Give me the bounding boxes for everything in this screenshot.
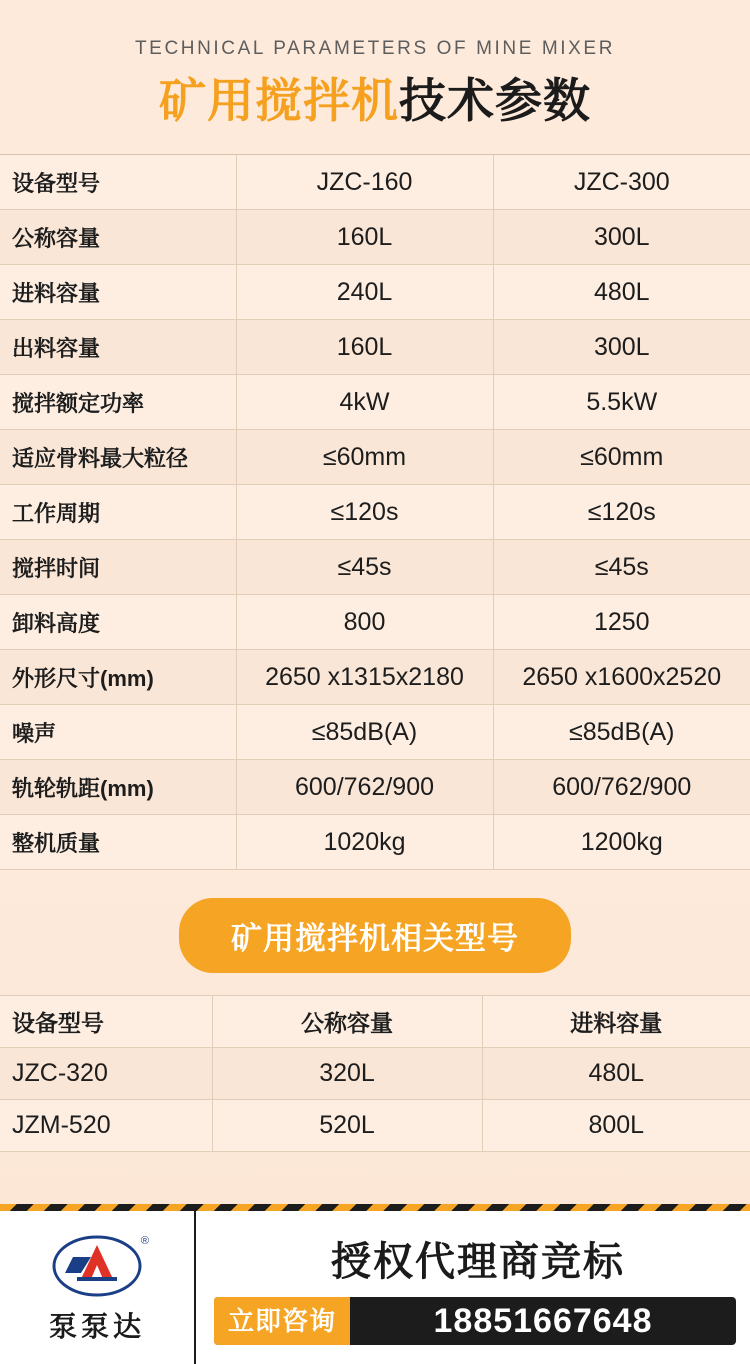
page-header — [0, 0, 750, 128]
table-row — [0, 155, 750, 210]
column-header-nominal-capacity: 公称容量 — [212, 996, 482, 1048]
spec-value-col2: ≤60mm — [493, 430, 750, 485]
spec-value-col2: ≤45s — [493, 540, 750, 595]
table-row — [0, 320, 750, 375]
footer-headline: 授权代理商竞标 — [331, 1240, 625, 1284]
table-row — [0, 815, 750, 870]
column-header-feed-capacity: 进料容量 — [482, 996, 750, 1048]
page-title — [0, 74, 750, 128]
spec-label: 适应骨料最大粒径 — [0, 430, 236, 485]
spec-value-col2: 300L — [493, 320, 750, 375]
spec-value-col2: 2650 x1600x2520 — [493, 650, 750, 705]
cell-feed-capacity: 480L — [482, 1048, 750, 1100]
related-models-table — [0, 995, 750, 1152]
contact-bar[interactable] — [214, 1297, 736, 1345]
spec-value-col2: 480L — [493, 265, 750, 320]
spec-value-col1: ≤45s — [236, 540, 493, 595]
spec-label: 进料容量 — [0, 265, 236, 320]
spec-value-col2: JZC-300 — [493, 155, 750, 210]
spec-label: 整机质量 — [0, 815, 236, 870]
spec-value-col1: 600/762/900 — [236, 760, 493, 815]
spec-label: 搅拌额定功率 — [0, 375, 236, 430]
column-header-model: 设备型号 — [0, 996, 212, 1048]
spec-value-col2: ≤120s — [493, 485, 750, 540]
footer-content — [196, 1211, 750, 1364]
footer-banner — [0, 1204, 750, 1364]
spec-label: 公称容量 — [0, 210, 236, 265]
table-row — [0, 650, 750, 705]
cell-feed-capacity: 800L — [482, 1100, 750, 1152]
spec-value-col1: 4kW — [236, 375, 493, 430]
spec-table — [0, 154, 750, 870]
spec-value-col1: ≤60mm — [236, 430, 493, 485]
header-subtitle-english: TECHNICAL PARAMETERS OF MINE MIXER — [134, 38, 616, 59]
consult-now-button[interactable]: 立即咨询 — [214, 1297, 350, 1345]
page-title-dark: 技术参数 — [399, 74, 591, 127]
spec-value-col1: JZC-160 — [236, 155, 493, 210]
table-row — [0, 595, 750, 650]
spec-label: 卸料高度 — [0, 595, 236, 650]
spec-value-col1: ≤85dB(A) — [236, 705, 493, 760]
cell-nominal-capacity: 520L — [212, 1100, 482, 1152]
spec-label: 噪声 — [0, 705, 236, 760]
spec-value-col2: 5.5kW — [493, 375, 750, 430]
spec-value-col1: 160L — [236, 320, 493, 375]
spec-value-col2: 1250 — [493, 595, 750, 650]
registered-trademark-icon: ® — [140, 1234, 149, 1247]
spec-value-col2: 1200kg — [493, 815, 750, 870]
table-row — [0, 760, 750, 815]
spec-value-col2: ≤85dB(A) — [493, 705, 750, 760]
table-row — [0, 210, 750, 265]
logo-mark-icon — [51, 1234, 149, 1297]
spec-value-col1: ≤120s — [236, 485, 493, 540]
spec-value-col1: 2650 x1315x2180 — [236, 650, 493, 705]
table-row — [0, 1100, 750, 1152]
spec-label: 工作周期 — [0, 485, 236, 540]
table-row — [0, 375, 750, 430]
spec-label: 出料容量 — [0, 320, 236, 375]
table-row — [0, 705, 750, 760]
table-row — [0, 265, 750, 320]
table-header-row — [0, 996, 750, 1048]
cell-model: JZC-320 — [0, 1048, 212, 1100]
section-heading-pill: 矿用搅拌机相关型号 — [179, 898, 571, 973]
table-row — [0, 1048, 750, 1100]
spec-label: 外形尺寸(mm) — [0, 650, 236, 705]
brand-name: 泵泵达 — [48, 1310, 145, 1342]
spec-value-col1: 800 — [236, 595, 493, 650]
phone-number[interactable]: 18851667648 — [433, 1301, 653, 1340]
cell-model: JZM-520 — [0, 1100, 212, 1152]
spec-label: 搅拌时间 — [0, 540, 236, 595]
table-row — [0, 540, 750, 595]
spec-value-col2: 300L — [493, 210, 750, 265]
brand-logo — [0, 1211, 196, 1364]
section-heading — [0, 898, 750, 973]
spec-value-col1: 1020kg — [236, 815, 493, 870]
spec-value-col1: 240L — [236, 265, 493, 320]
table-row — [0, 485, 750, 540]
hazard-stripe-divider — [0, 1204, 750, 1211]
table-row — [0, 430, 750, 485]
spec-value-col2: 600/762/900 — [493, 760, 750, 815]
spec-label: 轨轮轨距(mm) — [0, 760, 236, 815]
cell-nominal-capacity: 320L — [212, 1048, 482, 1100]
spec-value-col1: 160L — [236, 210, 493, 265]
spec-label: 设备型号 — [0, 155, 236, 210]
page-title-highlight: 矿用搅拌机 — [159, 74, 399, 127]
